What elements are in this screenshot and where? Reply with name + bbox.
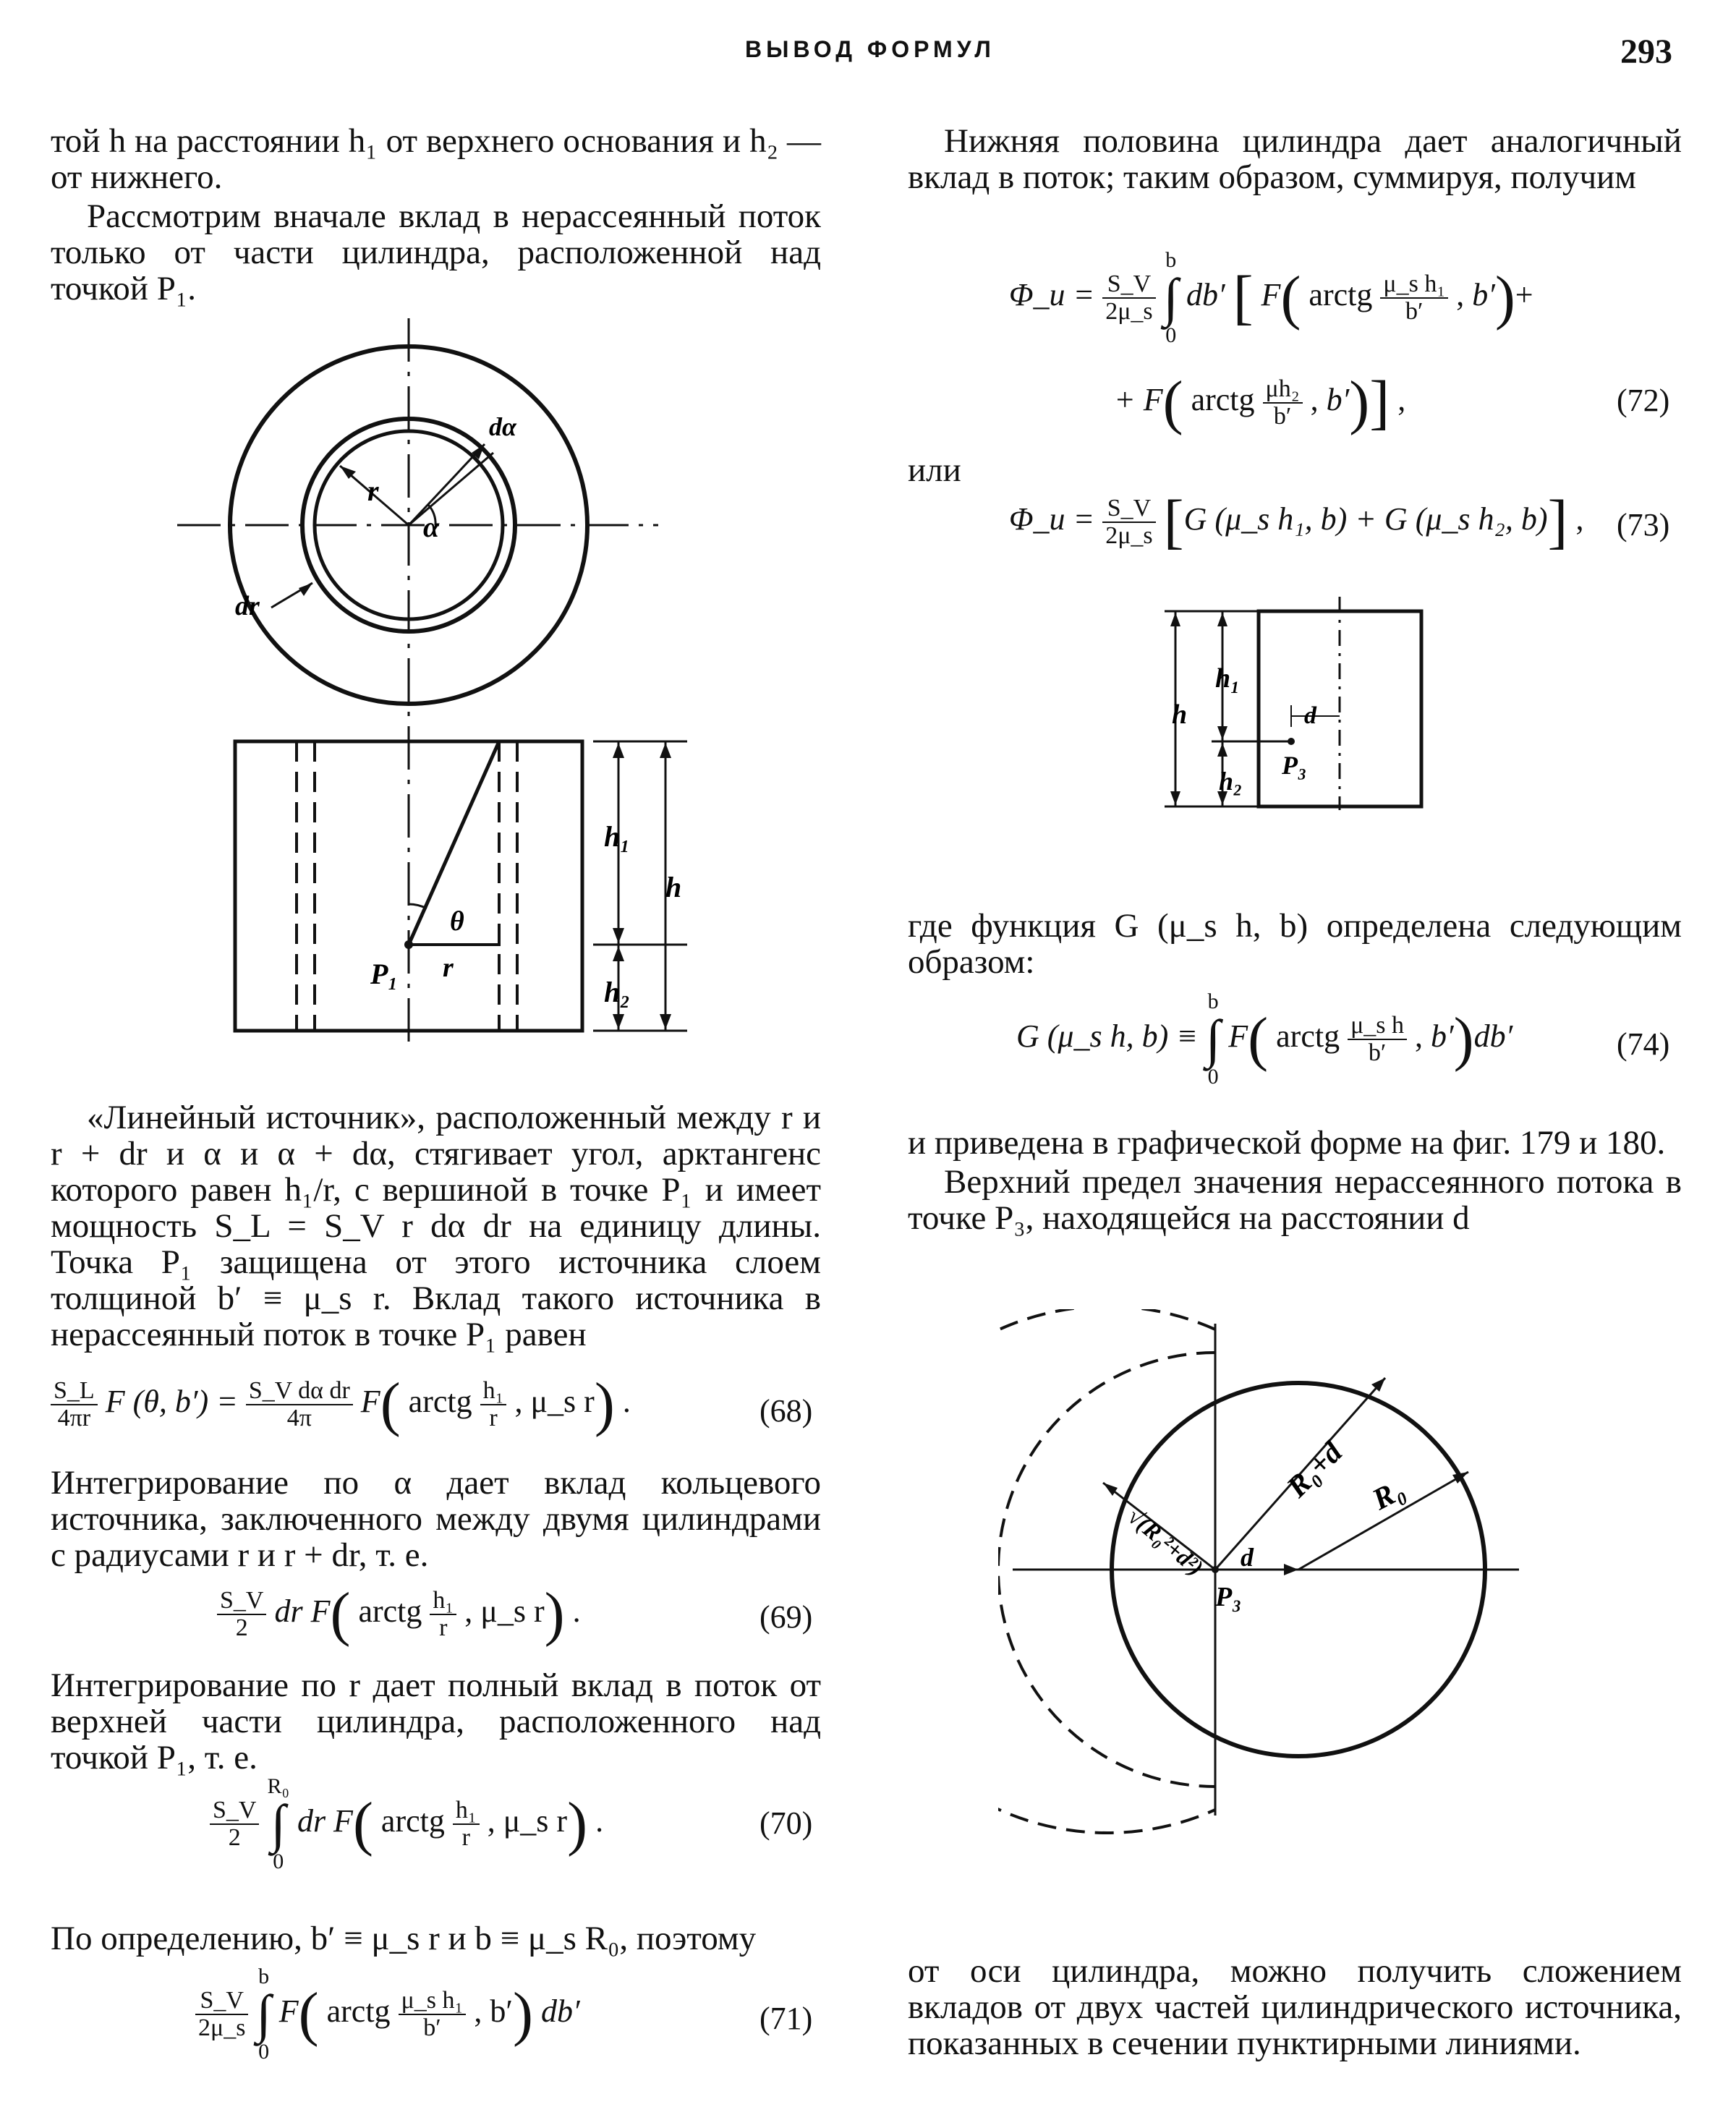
label-p3: P₃	[1215, 1582, 1242, 1612]
label-h: h	[665, 871, 682, 903]
left-text-block	[51, 1920, 821, 1957]
point-p3	[1288, 738, 1295, 745]
radius-alpha-2	[409, 453, 493, 525]
label-d: d	[1241, 1543, 1254, 1572]
point-p3	[1212, 1566, 1219, 1573]
point-p1	[404, 940, 413, 949]
right-text-block	[908, 908, 1682, 980]
right-text-block	[908, 1125, 1682, 1236]
equation-72: Φ_u = $\frac{S\_V}{2\mu\_s}$ b ∫ 0 db′ [ F( arctg $\frac{\text{μ\_s h₁}}{b'}$ , b′)+	[1009, 248, 1533, 347]
equation-number: (70)	[760, 1805, 813, 1841]
label-r: r	[367, 474, 379, 507]
paragraph: от оси цилиндра, можно получить сложением вкладов от двух частей цилиндрического источника, показанных в сечении пунктирными линиями.	[908, 1952, 1682, 2062]
equation-71: $\frac{S\_V}{2\mu\_s}$ b ∫ 0 F( arctg $\frac{\text{μ\_s h₁}}{b'}$ , b′) db′	[195, 1966, 580, 2063]
equation-number: (72)	[1617, 383, 1670, 418]
theta-arc	[409, 904, 427, 908]
paragraph: той h на расстоянии h₁ от верхнего основания и h₂ — от нижнего.	[51, 122, 821, 196]
equation-number: (71)	[760, 2001, 813, 2036]
equation-74: G (μ_s h, b) ≡ b ∫ 0 F( arctg $\frac{\text{μ\_s h}}{b'}$ , b′)db′	[1016, 989, 1513, 1089]
cylinder-figure	[166, 311, 716, 1049]
label-p1: P₁	[370, 958, 399, 990]
label-d: d	[1304, 702, 1316, 729]
point-p3-figure	[1128, 593, 1447, 825]
equation-72-line-2: + F( arctg $\frac{\text{μh₂}}{b'}$ , b′)] ,	[1114, 369, 1406, 436]
label-dr: dr	[235, 591, 260, 621]
label-h1: h₁	[1215, 663, 1241, 694]
label-r0d: R₀+d	[1280, 1436, 1349, 1504]
circle-construction-figure	[998, 1309, 1620, 1931]
equation-70: $\frac{S\_V}{2}$ R₀ ∫ 0 dr F( arctg $\frac{\text{h₁}}{r}$ , μ_s r) .	[210, 1776, 603, 1873]
left-text-block	[51, 1667, 821, 1776]
label-h1: h₁	[604, 820, 631, 853]
label-root: √(R₀²+d²)	[1123, 1502, 1209, 1581]
equation-number: (68)	[760, 1393, 813, 1429]
label-dalpha: dα	[489, 412, 516, 441]
paragraph: Интегрирование по α дает вклад кольцевого источника, заключенного между двумя цилиндрами с радиусами r и r + dr, т. е.	[51, 1464, 821, 1574]
label-alpha: α	[423, 511, 440, 543]
label-h2: h₂	[1219, 767, 1243, 796]
label-r-bottom: r	[443, 953, 454, 983]
paragraph: и приведена в графической форме на фиг. 179 и 180.	[908, 1124, 1666, 1162]
equation-number: (69)	[760, 1599, 813, 1635]
radius-alpha-1	[409, 444, 485, 525]
equation-69: $\frac{S\_V}{2}$ dr F( arctg $\frac{\text{h₁}}{r}$ , μ_s r) .	[217, 1588, 581, 1641]
word-or: или	[908, 451, 961, 489]
left-intro	[51, 123, 821, 307]
label-theta: θ	[450, 906, 464, 937]
label-p3: P₃	[1282, 751, 1307, 780]
right-intro	[908, 123, 1682, 195]
equation-68: $\frac{S\_L}{4\pi r}$ F (θ, b′) = $\frac{\text{S\_V dα dr}}{4\pi}$ F( arctg $\frac{\text{h₁}}{r}$ , μ_s r) .	[51, 1378, 631, 1431]
right-text-block	[908, 1953, 1682, 2061]
paragraph: Интегрирование по r дает полный вклад в поток от верхней части цилиндра, расположенного над точкой P₁, т. е.	[51, 1667, 821, 1776]
paragraph: Верхний предел значения нерассеянного потока в точке P₃, находящейся на расстоянии d	[908, 1163, 1682, 1237]
paragraph: Рассмотрим вначале вклад в нерассеянный поток только от части цилиндра, расположенной над точкой P₁.	[51, 197, 821, 307]
label-h: h	[1172, 699, 1188, 730]
left-text-block	[51, 1465, 821, 1573]
equation-number: (73)	[1617, 507, 1670, 542]
running-header: ВЫВОД ФОРМУЛ	[745, 36, 995, 62]
arrowheads	[299, 444, 671, 1029]
paragraph: Нижняя половина цилиндра дает аналогичный вклад в поток; таким образом, суммируя, получим	[908, 122, 1682, 196]
paragraph: где функция G (μ_s h, b) определена следующим образом:	[908, 907, 1682, 981]
label-h2: h₂	[604, 976, 631, 1008]
paragraph: «Линейный источник», расположенный между r и r + dr и α и α + dα, стягивает угол, арктангенс которого равен h₁/r, с вершиной в точке P₁ и имеет мощность S_L = S_V r dα dr на единицу длины. Точка P₁ защищена от этого источника слоем толщиной b′ ≡ μ_s r. Вклад такого источника в нерассеянный поток в точке P₁ равен	[51, 1099, 821, 1353]
page-number: 293	[1620, 33, 1672, 71]
left-text-block	[51, 1099, 821, 1353]
paragraph: По определению, b′ ≡ μ_s r и b ≡ μ_s R₀, поэтому	[51, 1920, 757, 1957]
label-r0: R₀	[1367, 1473, 1410, 1518]
equation-number: (74)	[1617, 1026, 1670, 1062]
equation-73: Φ_u = $\frac{S\_V}{2\mu\_s}$ [G (μ_s h₁, b) + G (μ_s h₂, b)] ,	[1009, 488, 1584, 556]
